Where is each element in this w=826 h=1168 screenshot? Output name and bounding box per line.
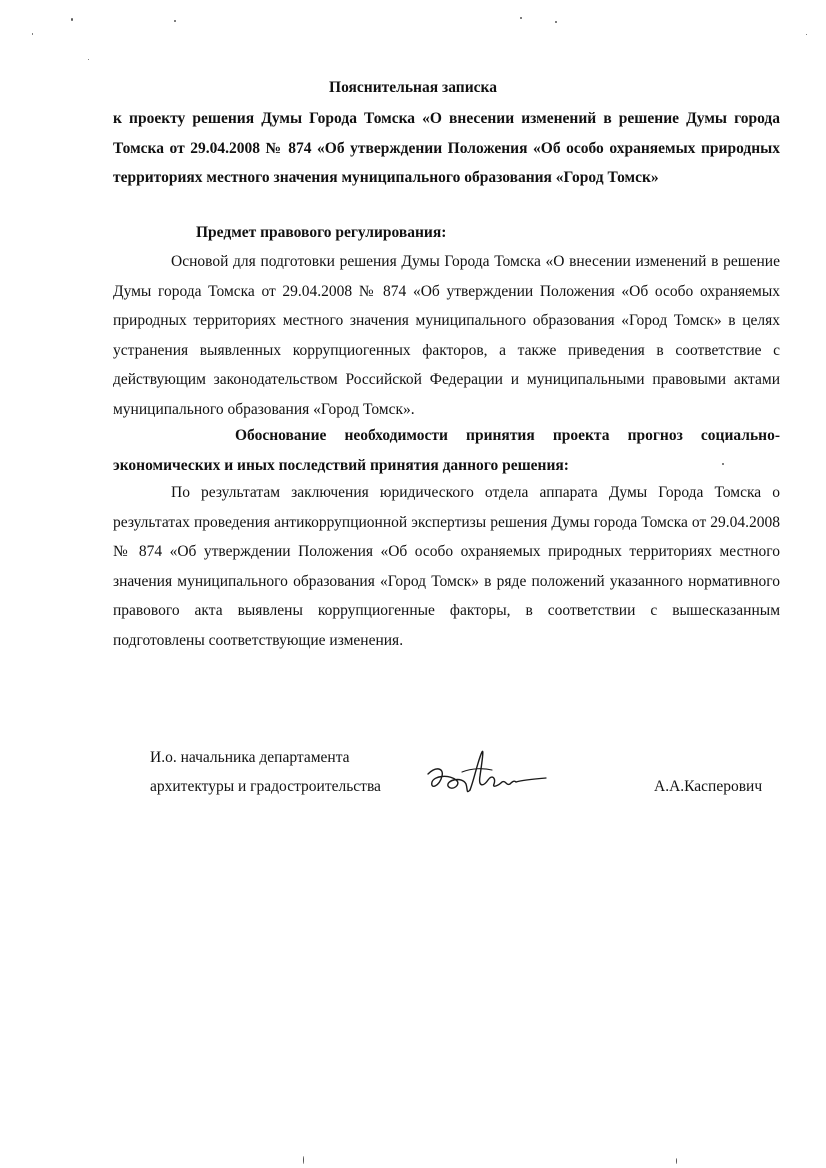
position-line1: И.о. начальника департамента xyxy=(150,749,350,766)
scan-speck xyxy=(303,1156,304,1164)
scan-speck xyxy=(71,18,73,21)
scan-speck xyxy=(32,33,33,35)
scan-speck xyxy=(676,1158,677,1164)
scan-speck xyxy=(174,20,176,22)
handwritten-signature xyxy=(422,746,552,806)
document-title: Пояснительная записка xyxy=(329,79,497,96)
scan-speck xyxy=(520,17,522,19)
signer-name: А.А.Касперович xyxy=(654,778,763,795)
scan-speck xyxy=(88,59,89,60)
scan-speck xyxy=(555,21,557,23)
section2-heading: Обоснование необходимости принятия проекта прогноз социально-экономических и иных последствий принятия данного решения: xyxy=(113,427,780,474)
section1-heading: Предмет правового регулирования: xyxy=(196,224,447,241)
document-subtitle: к проекту решения Думы Города Томска «О внесении изменений в решение Думы города Томска от 29.04.2008 № 874 «Об утверждении Положения «Об особо охраняемых природных территориях местного значения муниципального образования «Город Томск» xyxy=(113,110,780,186)
section1-text: Основой для подготовки решения Думы Города Томска «О внесении изменений в решение Думы города Томска от 29.04.2008 № 874 «Об утверждении Положения «Об особо охраняемых природных территориях местного значения муниципального образования «Город Томск» в целях устранения выявленных коррупциогенных факторов, а также приведения в соответствие с действующим законодательством Российской Федерации и муниципальными правовыми актами муниципального образования «Город Томск». xyxy=(113,253,780,418)
position-line2: архитектуры и градостроительства xyxy=(150,778,381,795)
section2-text: По результатам заключения юридического отдела аппарата Думы Города Томска о результатах проведения антикоррупционной экспертизы решения Думы города Томска от 29.04.2008 № 874 «Об утверждении Положения «Об особо охраняемых природных территориях местного значения муниципального образования «Город Томск» в ряде положений указанного нормативного правового акта выявлены коррупциогенные факторы, в соответствии с вышесказанным подготовлены соответствующие изменения. xyxy=(113,484,780,649)
scan-speck xyxy=(806,34,807,35)
